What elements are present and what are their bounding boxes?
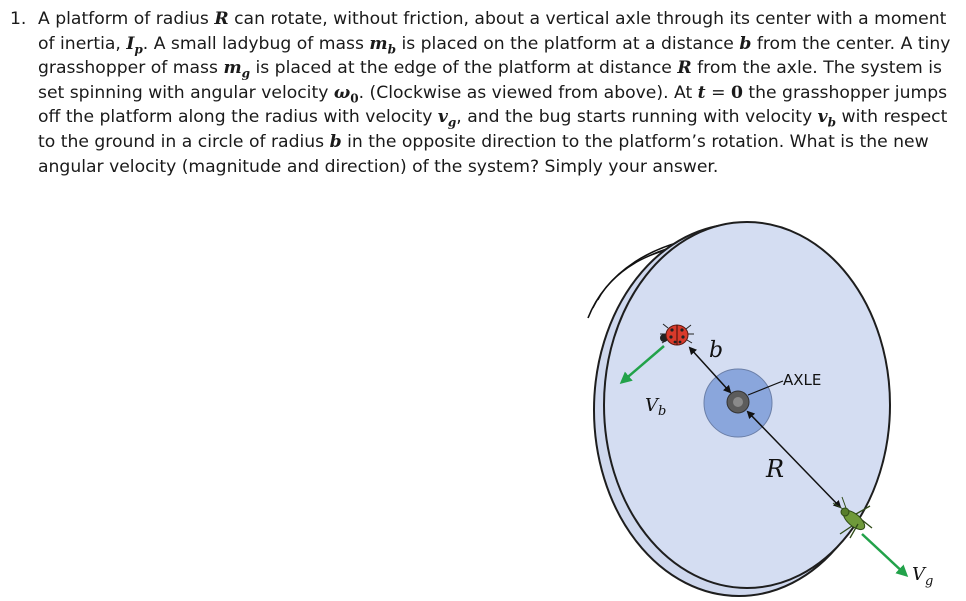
grasshopper-velocity-arrow <box>862 534 906 575</box>
math-symbol: b <box>329 132 342 152</box>
math-symbol: v <box>437 107 448 128</box>
problem-text: A platform of radius <box>38 9 215 29</box>
math-symbol: b <box>827 115 837 130</box>
math-symbol: m <box>369 33 388 54</box>
math-symbol: t <box>697 82 706 103</box>
problem-text: the grasshopper jumps <box>742 82 948 103</box>
math-symbol: v <box>817 107 828 128</box>
problem-text: angular velocity (magnitude and direction) of the system? Simply your answer. <box>38 156 719 177</box>
problem-text: off the platform along the radius with velocity <box>38 107 438 128</box>
math-symbol: p <box>134 42 143 57</box>
vb-label-main: V <box>645 395 658 416</box>
math-symbol: R <box>214 9 229 29</box>
problem-text: . (Clockwise as viewed from above). At <box>358 82 698 103</box>
problem-text: is placed on the platform at a distance <box>395 33 740 54</box>
vg-label-sub: g <box>925 574 934 589</box>
problem-text: to the ground in a circle of radius <box>38 132 330 152</box>
vg-label <box>912 564 933 589</box>
problem-text: with respect <box>836 107 948 128</box>
problem-text: , and the bug starts running with velocity <box>456 107 818 128</box>
problem-text: grasshopper of mass <box>38 58 224 79</box>
problem-text: set spinning with angular velocity <box>38 82 334 103</box>
R-label: R <box>766 455 785 483</box>
math-symbol: 0 <box>730 82 743 103</box>
vg-label-main: V <box>912 564 925 585</box>
problem-text: of inertia, <box>38 33 127 54</box>
problem-text: = <box>705 82 731 103</box>
problem-text: from the center. A tiny <box>751 33 951 54</box>
math-symbol: b <box>387 42 396 57</box>
math-symbol: m <box>223 58 242 79</box>
math-symbol: I <box>126 33 135 54</box>
vb-label-sub: b <box>658 404 667 419</box>
math-symbol: b <box>739 33 752 54</box>
b-label: b <box>709 338 724 363</box>
problem-text: in the opposite direction to the platform’s rotation. What is the new <box>341 132 929 152</box>
problem-text: from the axle. The system is <box>691 58 942 79</box>
math-symbol: g <box>447 115 457 130</box>
problem-text: . A small ladybug of mass <box>142 33 370 54</box>
problem-number: 1. <box>10 9 27 29</box>
math-symbol: ω <box>333 82 351 103</box>
math-symbol: R <box>677 58 692 79</box>
math-symbol: 0 <box>350 91 359 106</box>
axle-label: AXLE <box>783 371 822 389</box>
math-symbol: g <box>241 66 251 81</box>
problem-text: can rotate, without friction, about a vertical axle through its center with a moment <box>228 9 947 29</box>
problem-text: is placed at the edge of the platform at distance <box>250 58 678 79</box>
